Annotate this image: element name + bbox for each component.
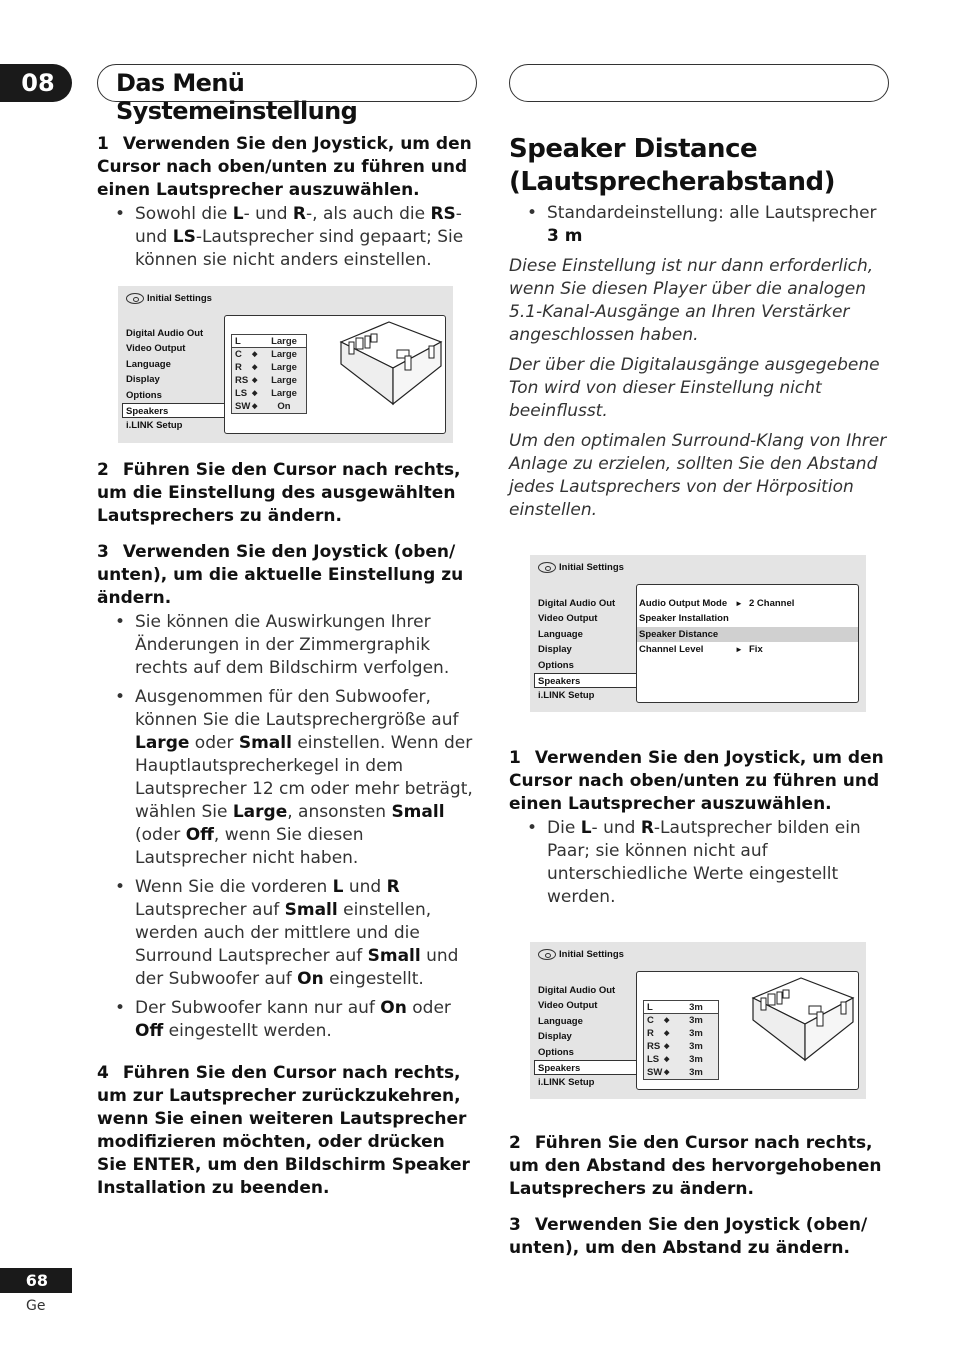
speaker-size-list <box>231 334 307 414</box>
menu-item-selected[interactable]: Speakers <box>534 673 636 688</box>
menu-item[interactable]: Digital Audio Out <box>126 328 204 339</box>
info-paragraph-3: Um den optimalen Surround-Klang von Ihrer Anlage zu erzielen, sollten Sie den Abstand jedes Lautsprechers von der Hörposition einstellen. <box>509 431 887 520</box>
menu-item[interactable]: Language <box>126 358 171 370</box>
bullet-lr-pair: • Die L- und R-Lautsprecher bilden ein Paar; sie können nicht auf unterschiedliche Werte eingestellt werden. <box>509 817 889 909</box>
step-1-right: 1 Verwenden Sie den Joystick, um den Cursor nach oben/unten zu führen und einen Lautsprecher auszuwählen. <box>509 748 884 814</box>
settings-menu <box>536 983 636 1091</box>
step-3: 3 Verwenden Sie den Joystick (oben/ unten), um die aktuelle Einstellung zu ändern. <box>97 542 464 608</box>
menu-item[interactable]: Display <box>538 644 572 656</box>
disc-icon <box>538 562 556 573</box>
menu-item[interactable]: Video Output <box>538 613 598 625</box>
option-speaker-installation[interactable]: Speaker Installation <box>639 613 729 625</box>
menu-item[interactable]: Language <box>538 628 583 640</box>
menu-item[interactable]: Display <box>126 374 160 386</box>
chapter-title-frame <box>97 64 477 125</box>
left-column <box>97 133 477 1200</box>
speaker-distance-screen <box>530 942 866 1099</box>
menu-item[interactable]: Video Output <box>538 1000 598 1012</box>
speaker-row[interactable]: C ◆ Large <box>235 349 297 360</box>
speaker-row[interactable]: LS ◆ 3m <box>647 1054 703 1065</box>
option-channel-level[interactable]: Channel Level ► Fix <box>639 644 763 656</box>
settings-panel <box>636 584 859 703</box>
screen-title: Initial Settings <box>538 562 624 573</box>
speaker-row[interactable]: R ◆ Large <box>235 362 297 373</box>
speaker-row[interactable]: SW ◆ 3m <box>647 1067 703 1078</box>
speaker-distance-list <box>643 1000 719 1080</box>
speaker-row[interactable]: SW ◆ On <box>235 401 291 412</box>
settings-menu <box>124 326 224 434</box>
bullet-default-setting: • Standardeinstellung: alle Lautsprecher 3 m <box>509 202 889 248</box>
speaker-options-list <box>637 596 858 658</box>
speaker-row[interactable]: L 3m <box>644 1001 718 1014</box>
disc-icon <box>126 293 144 304</box>
speaker-row[interactable]: LS ◆ Large <box>235 388 297 399</box>
menu-item[interactable]: i.LINK Setup <box>538 690 595 702</box>
language-code: Ge <box>26 1298 46 1314</box>
step-2-right: 2 Führen Sie den Cursor nach rechts, um den Abstand des hervorgehobenen Lautsprechers zu ändern. <box>509 1133 882 1199</box>
bullet-room-graphic: • Sie können die Auswirkungen Ihrer Änderungen in der Zimmergraphik rechts auf dem Bildschirm verfolgen. <box>97 611 477 680</box>
section-title: Speaker Distance (Lautsprecherabstand) <box>509 134 835 197</box>
step-1: 1 Verwenden Sie den Joystick, um den Cursor nach oben/unten zu führen und einen Lautsprecher auszuwählen. <box>97 134 472 200</box>
info-paragraph-1: Diese Einstellung ist nur dann erforderlich, wenn Sie diesen Player über die analogen 5.1-Kanal-Ausgänge an Ihren Verstärker angeschlossen haben. <box>509 256 874 345</box>
info-paragraph-2: Der über die Digitalausgänge ausgegebene Ton wird von dieser Einstellung nicht beeinflusst. <box>509 355 880 421</box>
page-number: 68 <box>0 1268 72 1293</box>
speaker-row[interactable]: R ◆ 3m <box>647 1028 703 1039</box>
menu-item[interactable]: Language <box>538 1015 583 1027</box>
speaker-installation-screen <box>118 286 453 443</box>
speaker-row[interactable]: L Large <box>232 335 306 348</box>
screen-title: Initial Settings <box>126 293 212 304</box>
room-graphic-icon <box>337 320 443 406</box>
chapter-number: 08 <box>0 64 72 102</box>
settings-panel <box>636 971 859 1090</box>
chapter-title: Das Menü Systemeinstellung <box>116 69 358 125</box>
menu-item-selected[interactable]: Speakers <box>534 1060 636 1075</box>
menu-item-selected[interactable]: Speakers <box>122 403 224 418</box>
bullet-subwoofer: • Der Subwoofer kann nur auf On oder Off eingestellt werden. <box>97 997 477 1043</box>
menu-item[interactable]: i.LINK Setup <box>126 420 183 432</box>
menu-item[interactable]: Digital Audio Out <box>538 598 616 609</box>
step-4: 4 Führen Sie den Cursor nach rechts, um zur Lautsprecher zurückzukehren, wenn Sie einen weiteren Lautsprecher modifizieren möchten, oder drücken Sie ENTER, um den Bildschirm Speaker Installation zu beenden. <box>97 1063 470 1198</box>
menu-item[interactable]: Digital Audio Out <box>538 985 616 996</box>
menu-item[interactable]: Options <box>538 1046 574 1058</box>
step-3-right: 3 Verwenden Sie den Joystick (oben/ unten), um den Abstand zu ändern. <box>509 1215 868 1258</box>
option-audio-output-mode[interactable]: Audio Output Mode ► 2 Channel <box>639 598 795 609</box>
speaker-row[interactable]: C ◆ 3m <box>647 1015 703 1026</box>
right-column <box>509 133 889 1260</box>
bullet-front-small: • Wenn Sie die vorderen L und R Lautsprecher auf Small einstellen, werden auch der mittlere und die Surround Lautsprecher auf Small und der Subwoofer auf On eingestellt. <box>97 876 477 991</box>
step-2: 2 Führen Sie den Cursor nach rechts, um die Einstellung des ausgewählten Lautsprechers zu ändern. <box>97 460 461 526</box>
room-graphic-icon <box>749 976 855 1062</box>
bullet-paired-speakers: • Sowohl die L- und R-, als auch die RS- und LS-Lautsprecher sind gepaart; Sie können sie nicht anders einstellen. <box>97 203 477 272</box>
speaker-options-screen <box>530 555 866 712</box>
disc-icon <box>538 949 556 960</box>
bullet-speaker-size: • Ausgenommen für den Subwoofer, können Sie die Lautsprechergröße auf Large oder Small einstellen. Wenn der Hauptlautsprecherkegel in dem Lautsprecher 12 cm oder mehr beträgt, wählen Sie Large, ansonsten Small (oder Off, wenn Sie diesen Lautsprecher nicht haben. <box>97 686 477 870</box>
speaker-row[interactable]: RS ◆ Large <box>235 375 297 386</box>
menu-item[interactable]: i.LINK Setup <box>538 1077 595 1089</box>
screen-title: Initial Settings <box>538 949 624 960</box>
menu-item[interactable]: Options <box>126 389 162 401</box>
menu-item[interactable]: Display <box>538 1031 572 1043</box>
option-speaker-distance[interactable]: Speaker Distance <box>637 627 858 642</box>
settings-menu <box>536 596 636 704</box>
menu-item[interactable]: Video Output <box>126 343 186 355</box>
speaker-row[interactable]: RS ◆ 3m <box>647 1041 703 1052</box>
menu-item[interactable]: Options <box>538 659 574 671</box>
settings-panel <box>224 315 446 434</box>
chapter-title-frame-right <box>509 64 889 102</box>
